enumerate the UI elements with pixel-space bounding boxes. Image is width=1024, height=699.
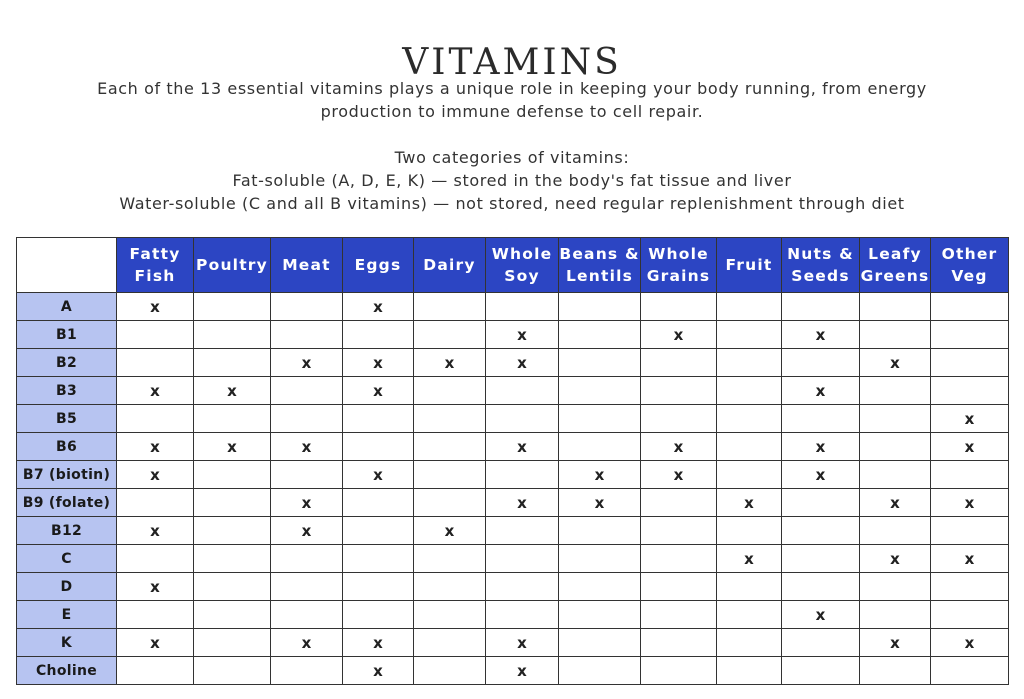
empty-cell [194,545,271,573]
column-header-fatty-fish [117,238,194,293]
empty-cell [194,293,271,321]
empty-cell [194,517,271,545]
mark-cell: x [486,321,559,349]
row-header-b12: B12 [17,517,117,545]
empty-cell [271,461,343,489]
empty-cell [782,517,860,545]
mark-cell: x [271,489,343,517]
mark-cell: x [931,629,1009,657]
row-header-b5: B5 [17,405,117,433]
table-row [17,517,1009,545]
empty-cell [343,405,414,433]
empty-cell [559,293,641,321]
mark-cell: x [271,517,343,545]
empty-cell [117,601,194,629]
empty-cell [860,573,931,601]
empty-cell [641,545,717,573]
vitamin-food-table [16,237,1009,685]
mark-cell: x [782,377,860,405]
empty-cell [559,517,641,545]
empty-cell [271,321,343,349]
intro-text: Each of the 13 essential vitamins plays a unique role in keeping your body running, from energy production to immune defense to cell repair. [97,79,927,121]
mark-cell: x [782,433,860,461]
column-header-line1: Leafy [868,245,922,263]
empty-cell [343,601,414,629]
empty-cell [486,517,559,545]
mark-cell: x [343,293,414,321]
empty-cell [717,461,782,489]
table-row [17,377,1009,405]
empty-cell [559,573,641,601]
mark-cell: x [271,629,343,657]
categories-heading: Two categories of vitamins: [394,148,630,167]
table-row [17,349,1009,377]
mark-cell: x [860,349,931,377]
empty-cell [717,433,782,461]
column-header-leafy-greens [860,238,931,293]
empty-cell [559,405,641,433]
mark-cell: x [414,349,486,377]
mark-cell: x [117,629,194,657]
mark-cell: x [486,433,559,461]
empty-cell [194,601,271,629]
column-header-line2: Veg [951,267,988,285]
empty-cell [641,629,717,657]
corner-cell [17,238,117,293]
empty-cell [782,629,860,657]
mark-cell: x [717,489,782,517]
empty-cell [782,349,860,377]
empty-cell [194,489,271,517]
column-header-line2: Lentils [565,267,634,285]
mark-cell: x [782,601,860,629]
row-header-b7-biotin: B7 (biotin) [17,461,117,489]
column-header-line1: Dairy [423,256,476,274]
mark-cell: x [343,629,414,657]
mark-cell: x [486,489,559,517]
mark-cell: x [343,349,414,377]
mark-cell: x [717,545,782,573]
empty-cell [343,517,414,545]
empty-cell [641,377,717,405]
empty-cell [559,321,641,349]
empty-cell [860,405,931,433]
row-header-k: K [17,629,117,657]
column-header-line1: Other [941,245,998,263]
empty-cell [486,461,559,489]
mark-cell: x [117,461,194,489]
mark-cell: x [860,629,931,657]
empty-cell [343,545,414,573]
empty-cell [414,573,486,601]
empty-cell [117,321,194,349]
mark-cell: x [194,377,271,405]
row-header-b3: B3 [17,377,117,405]
empty-cell [782,293,860,321]
mark-cell: x [931,433,1009,461]
column-header-line1: Eggs [354,256,402,274]
mark-cell: x [343,377,414,405]
row-header-e: E [17,601,117,629]
mark-cell: x [486,349,559,377]
column-header-line1: Poultry [196,256,268,274]
mark-cell: x [860,545,931,573]
empty-cell [717,321,782,349]
column-header-line2: Fish [134,267,176,285]
empty-cell [414,377,486,405]
empty-cell [931,461,1009,489]
table-row [17,321,1009,349]
empty-cell [717,629,782,657]
empty-cell [194,405,271,433]
page-title: VITAMINS [402,42,622,84]
mark-cell: x [117,517,194,545]
empty-cell [486,377,559,405]
row-header-c: C [17,545,117,573]
empty-cell [717,657,782,685]
empty-cell [194,349,271,377]
empty-cell [860,601,931,629]
empty-cell [343,489,414,517]
empty-cell [559,545,641,573]
empty-cell [559,629,641,657]
empty-cell [414,629,486,657]
empty-cell [271,377,343,405]
table-row [17,545,1009,573]
table-row [17,405,1009,433]
empty-cell [343,321,414,349]
column-header-line1: Meat [282,256,331,274]
mark-cell: x [117,433,194,461]
empty-cell [860,433,931,461]
mark-cell: x [194,433,271,461]
empty-cell [641,405,717,433]
empty-cell [860,321,931,349]
row-header-b2: B2 [17,349,117,377]
mark-cell: x [641,433,717,461]
empty-cell [271,293,343,321]
empty-cell [559,433,641,461]
mark-cell: x [641,321,717,349]
row-header-a: A [17,293,117,321]
empty-cell [641,657,717,685]
empty-cell [931,573,1009,601]
empty-cell [194,657,271,685]
empty-cell [641,349,717,377]
column-header-line2: Soy [504,267,540,285]
column-header-line2: Grains [646,267,711,285]
empty-cell [271,601,343,629]
mark-cell: x [117,293,194,321]
empty-cell [782,405,860,433]
mark-cell: x [931,489,1009,517]
row-header-choline: Choline [17,657,117,685]
empty-cell [271,405,343,433]
empty-cell [271,657,343,685]
column-header-poultry [194,238,271,293]
empty-cell [194,629,271,657]
mark-cell: x [343,461,414,489]
table-row [17,433,1009,461]
mark-cell: x [559,461,641,489]
empty-cell [641,601,717,629]
empty-cell [860,657,931,685]
empty-cell [717,601,782,629]
empty-cell [717,573,782,601]
empty-cell [931,657,1009,685]
column-header-line2: Seeds [791,267,850,285]
mark-cell: x [271,349,343,377]
empty-cell [717,349,782,377]
empty-cell [486,405,559,433]
mark-cell: x [117,377,194,405]
empty-cell [860,377,931,405]
empty-cell [343,573,414,601]
table-row [17,629,1009,657]
empty-cell [641,573,717,601]
empty-cell [194,573,271,601]
empty-cell [414,405,486,433]
empty-cell [717,517,782,545]
empty-cell [486,545,559,573]
empty-cell [641,489,717,517]
column-header-line1: Nuts & [787,245,854,263]
empty-cell [717,405,782,433]
table-row [17,461,1009,489]
empty-cell [414,489,486,517]
fat-soluble-line: Fat-soluble (A, D, E, K) — stored in the body's fat tissue and liver [232,171,792,190]
mark-cell: x [117,573,194,601]
empty-cell [194,321,271,349]
row-header-d: D [17,573,117,601]
empty-cell [559,349,641,377]
mark-cell: x [559,489,641,517]
header-row [17,238,1009,293]
column-header-meat [271,238,343,293]
column-header-line1: Beans & [559,245,640,263]
mark-cell: x [782,321,860,349]
empty-cell [117,349,194,377]
table-row [17,657,1009,685]
water-soluble-line: Water-soluble (C and all B vitamins) — not stored, need regular replenishment through diet [119,194,905,213]
column-header-line1: Whole [648,245,709,263]
empty-cell [414,657,486,685]
empty-cell [931,349,1009,377]
mark-cell: x [343,657,414,685]
empty-cell [860,461,931,489]
empty-cell [641,517,717,545]
empty-cell [931,321,1009,349]
empty-cell [414,293,486,321]
empty-cell [931,377,1009,405]
mark-cell: x [782,461,860,489]
column-header-line1: Whole [491,245,553,263]
mark-cell: x [486,657,559,685]
empty-cell [717,293,782,321]
row-header-b1: B1 [17,321,117,349]
empty-cell [559,657,641,685]
row-header-b9-folate: B9 (folate) [17,489,117,517]
empty-cell [782,657,860,685]
mark-cell: x [271,433,343,461]
empty-cell [343,433,414,461]
empty-cell [641,293,717,321]
column-header-line1: Fruit [725,256,773,274]
empty-cell [486,601,559,629]
empty-cell [782,573,860,601]
table-row [17,573,1009,601]
empty-cell [117,657,194,685]
table-row [17,601,1009,629]
categories-block [0,146,1024,215]
mark-cell: x [414,517,486,545]
empty-cell [414,601,486,629]
empty-cell [860,517,931,545]
table-body [17,293,1009,685]
mark-cell: x [641,461,717,489]
column-header-beans-lentils [559,238,641,293]
table-row [17,489,1009,517]
column-header-fruit [717,238,782,293]
column-header-line2: Greens [860,267,930,285]
empty-cell [414,461,486,489]
column-header-other-veg [931,238,1009,293]
empty-cell [782,489,860,517]
empty-cell [559,601,641,629]
empty-cell [782,545,860,573]
empty-cell [486,573,559,601]
empty-cell [486,293,559,321]
empty-cell [271,573,343,601]
mark-cell: x [931,405,1009,433]
column-header-whole-grains [641,238,717,293]
empty-cell [559,377,641,405]
empty-cell [414,321,486,349]
column-header-nuts-seeds [782,238,860,293]
empty-cell [414,433,486,461]
empty-cell [271,545,343,573]
empty-cell [117,405,194,433]
empty-cell [117,545,194,573]
mark-cell: x [486,629,559,657]
mark-cell: x [860,489,931,517]
table-row [17,293,1009,321]
empty-cell [717,377,782,405]
empty-cell [931,601,1009,629]
empty-cell [117,489,194,517]
empty-cell [194,461,271,489]
column-header-eggs [343,238,414,293]
empty-cell [931,517,1009,545]
column-header-dairy [414,238,486,293]
mark-cell: x [931,545,1009,573]
empty-cell [931,293,1009,321]
empty-cell [860,293,931,321]
row-header-b6: B6 [17,433,117,461]
empty-cell [414,545,486,573]
column-header-line1: Fatty [129,245,181,263]
column-header-whole-soy [486,238,559,293]
